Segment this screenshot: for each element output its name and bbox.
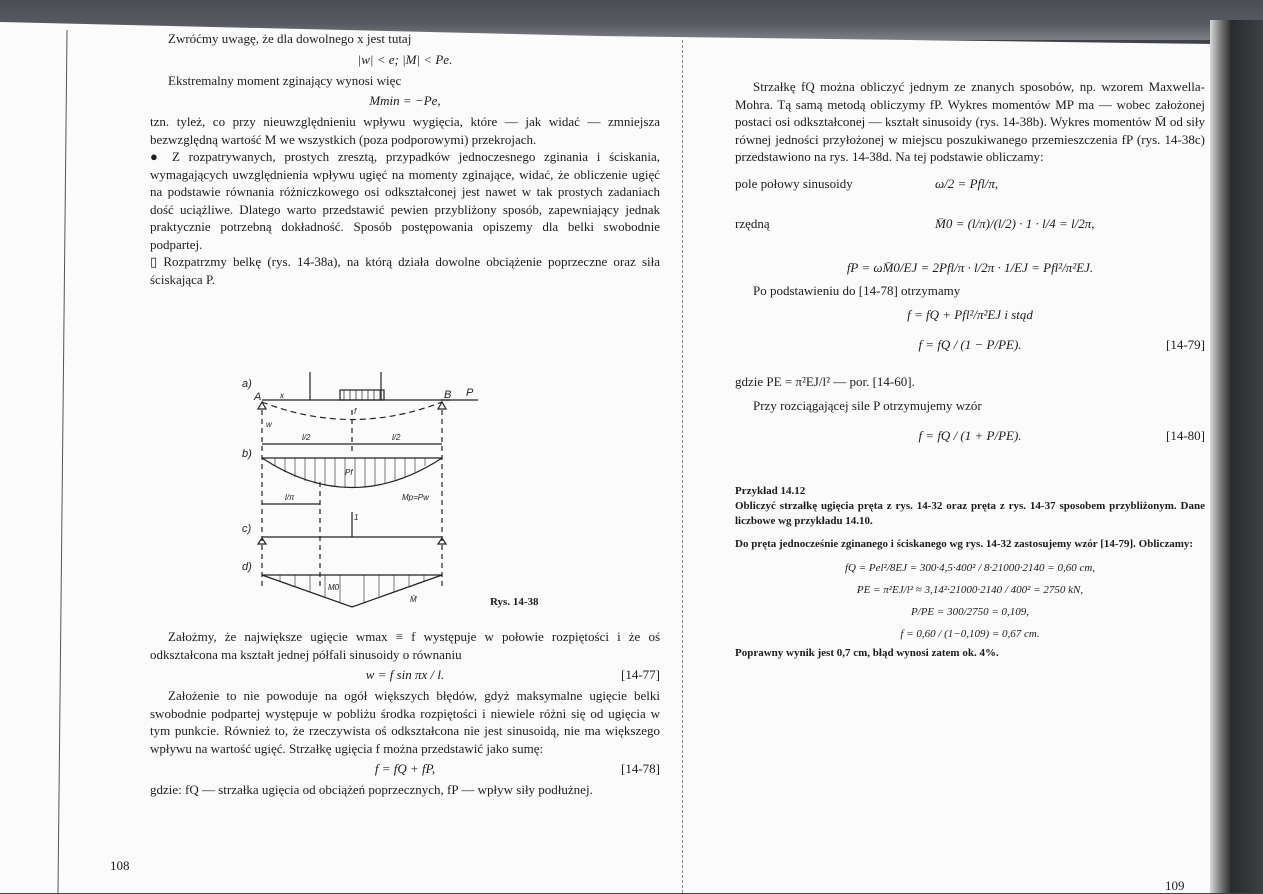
svg-text:P: P [466,387,474,399]
paragraph: Ekstremalny moment zginający wynosi więc [168,72,402,88]
svg-text:l/2: l/2 [302,433,311,442]
right-page [735,78,1205,661]
equation-tag: [14-80] [1166,428,1205,443]
example-title: Przykład 14.12 [735,485,806,497]
svg-text:M0: M0 [328,583,340,592]
svg-text:Pf: Pf [345,468,353,477]
book-gutter [682,40,684,893]
page-number-right: 109 [1165,878,1185,893]
paragraph: Strzałkę fQ można obliczyć jednym ze znanych sposobów, np. wzorem Maxwella-Mohra. Tą samą metodą obliczymy fP. Wykres momentów MP ma — wobec założonej postaci osi odkształconej — kształt sinusoidy (rys. 14-38b). Wykres momentów M̄ od siły równej jedności przyłożonej w miejscu poszukiwanego przemieszczenia fP (rys. 14-38c) przedstawiono na rys. 14-38d. Na tej podstawie obliczamy: [735,79,1205,164]
svg-text:x: x [280,391,284,400]
equation: Mmin = −Pe, [369,93,441,108]
equation-tag: [14-78] [621,761,660,776]
equation-body: f = fQ + fP, [374,761,436,776]
formula-row [735,216,1205,232]
svg-text:Mp=Pw: Mp=Pw [402,493,429,502]
figure-caption: Rys. 14-38 [490,596,539,608]
equation [150,761,660,777]
example-block [735,484,1205,661]
svg-text:l/2: l/2 [392,433,401,442]
paragraph: gdzie PE = π²EJ/l² — por. [14-60]. [735,374,915,389]
example-calc: f = 0,60 / (1−0,109) = 0,67 cm. [900,628,1040,640]
equation [735,337,1205,353]
equation [735,428,1205,444]
example-calc: fQ = Pel²/8EJ = 300·4,5·400² / 8·21000·2140 = 0,60 cm, [844,562,1096,574]
svg-text:c): c) [242,523,252,535]
equation: ω/2 = Pfl/π, [935,175,999,191]
beam-figure [240,362,474,612]
svg-text:w: w [266,420,272,429]
paragraph: ▯ Rozpatrzmy belkę (rys. 14-38a), na którą działa dowolne obciążenie poprzeczne oraz siła ściskająca P. [150,254,660,287]
formula-label: rzędną [735,215,770,231]
svg-text:f: f [354,407,357,416]
left-page-lower [150,628,660,799]
example-task: Obliczyć strzałkę ugięcia pręta z rys. 14-32 oraz pręta z rys. 14-37 sposobem przybliżonym. Dane liczbowe wg przykładu 14.10. [735,500,1205,527]
paragraph: ● Z rozpatrywanych, prostych zresztą, przypadków jednoczesnego zginania i ściskania, wymagających uwzględnienia wpływu ugięć na momenty zginające, widać, że obliczenie ugięć na podstawie równania różniczkowego osi odkształconej jest nawet w tak prostych zadaniach dość uciążliwe. Dlatego warto przedstawić pewien przybliżony sposób, zapewniający jednak praktycznie potrzebną dokładność. Sposób postępowania opiszemy dla belki swobodnie podpartej. [150,149,660,252]
equation-tag: [14-77] [621,667,660,682]
equation-tag: [14-79] [1166,337,1205,352]
equation [150,667,660,683]
example-intro: Do pręta jednocześnie zginanego i ściskanego wg rys. 14-32 zastosujemy wzór [14-79]. Obliczamy: [735,538,1194,550]
equation-body: w = f sin πx / l. [365,667,445,682]
svg-text:a): a) [242,378,252,390]
svg-text:d): d) [242,561,252,573]
equation: M̄0 = (l/π)/(l/2) · 1 · l/4 = l/2π, [935,215,1095,231]
formula-label: pole połowy sinusoidy [735,175,853,191]
svg-text:b): b) [242,448,252,460]
scan-right-edge [1210,20,1263,893]
example-calc: P/PE = 300/2750 = 0,109, [910,606,1030,618]
svg-text:B: B [444,389,452,401]
paragraph: Założmy, że największe ugięcie wmax ≡ f występuje w połowie rozpiętości i że oś odkształcona ma kształt jednej półfali sinusoidy o równaniu [150,629,660,662]
left-page [150,30,660,288]
paragraph: gdzie: fQ — strzałka ugięcia od obciążeń poprzecznych, fP — wpływ siły podłużnej. [150,782,593,797]
svg-text:A: A [254,391,262,403]
equation: f = fQ + Pfl²/π²EJ i stąd [907,307,1033,322]
formula-row [735,176,1205,192]
paragraph: Po podstawieniu do [14-78] otrzymamy [753,282,961,298]
paragraph: Przy rozciągającej sile P otrzymujemy wzór [753,397,982,413]
svg-text:1: 1 [354,513,359,522]
paragraph: Założenie to nie powoduje na ogół większych błędów, gdyż maksymalne ugięcie belki swobodnie podpartej występuje w pobliżu środka rozpiętości i niewiele różni się od ugięcia w tym punkcie. Również to, że rzeczywista oś odkształcona nie jest sinusoidą, nie ma większego wpływu na wartość ugięć. Strzałkę ugięcia f można przedstawić jako sumę: [150,688,660,756]
equation-body: f = fQ / (1 + P/PE). [918,428,1022,443]
paragraph: tzn. tyleż, co przy nieuwzględnieniu wpływu wygięcia, które — jak widać — zmniejsza bezwzględną wartość M we wszystkich (poza podporowymi) przekrojach. [150,114,660,147]
example-result: Poprawny wynik jest 0,7 cm, błąd wynosi zatem ok. 4%. [735,647,999,659]
equation: |w| < e; |M| < Pe. [357,51,453,67]
svg-text:M̄: M̄ [410,595,417,604]
equation-body: f = fQ / (1 − P/PE). [918,337,1022,352]
svg-text:l/π: l/π [285,493,295,502]
paragraph: Zwróćmy uwagę, że dla dowolnego x jest tutaj [168,31,412,46]
page-number-left: 108 [110,858,130,873]
example-calc: PE = π²EJ/l² ≈ 3,14²·21000·2140 / 400² = 2750 kN, [856,584,1084,596]
equation: fP = ωM̄0/EJ = 2Pfl/π · l/2π · 1/EJ = Pfl²/π²EJ. [846,259,1094,275]
